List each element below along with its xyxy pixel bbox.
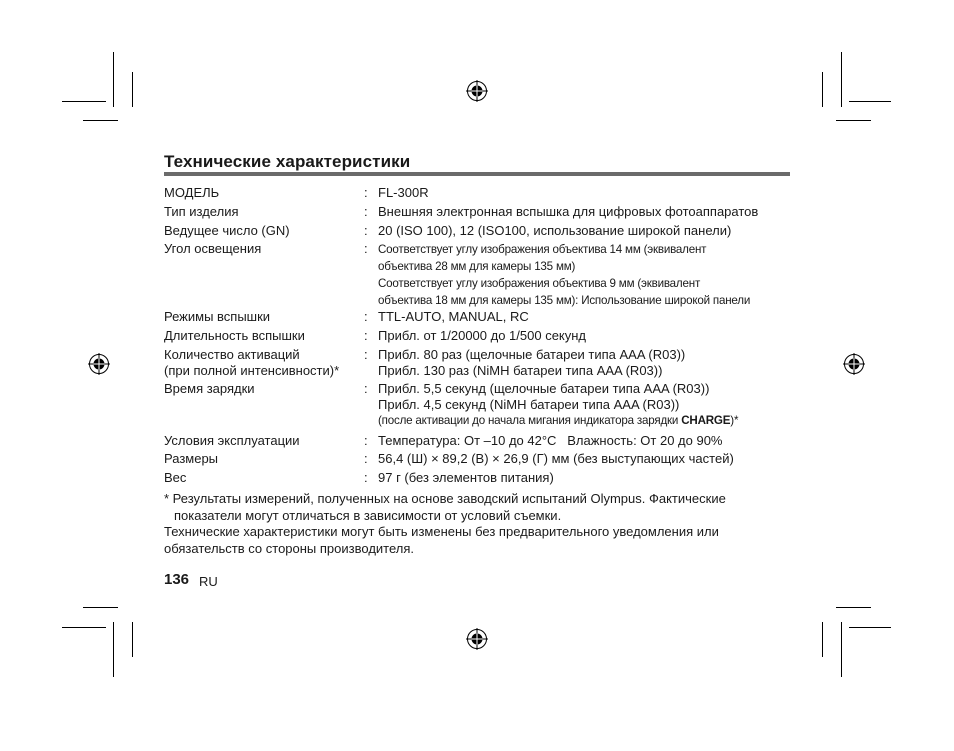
crop-mark [841, 622, 842, 677]
spec-row-guide-number [164, 223, 794, 241]
registration-mark-icon [88, 353, 110, 375]
spec-value: Прибл. 5,5 секунд (щелочные батареи типа AAA (R03)) [378, 381, 710, 396]
spec-value: Температура: От –10 до 42°C Влажность: От 20 до 90% [378, 433, 723, 448]
spec-value: Соответствует углу изображения объектива 9 мм (эквивалент [378, 277, 701, 290]
spec-label: Ведущее число (GN) [164, 223, 290, 238]
spec-label: Условия эксплуатации [164, 433, 300, 448]
spec-value: Соответствует углу изображения объектива 14 мм (эквивалент [378, 243, 707, 256]
spec-value: 20 (ISO 100), 12 (ISO100, использование широкой панели) [378, 223, 732, 238]
colon: : [364, 451, 368, 466]
colon: : [364, 223, 368, 238]
charge-note [378, 413, 738, 429]
spec-row-type [164, 204, 794, 223]
spec-table [164, 185, 794, 489]
crop-mark [849, 627, 891, 628]
crop-mark [822, 622, 823, 657]
spec-label: Количество активаций [164, 347, 300, 362]
crop-mark [841, 52, 842, 107]
spec-row-dimensions [164, 451, 794, 470]
spec-row-activations [164, 347, 794, 381]
disclaimer-line: обязательств со стороны производителя. [164, 540, 415, 556]
crop-mark [113, 622, 114, 677]
colon: : [364, 347, 368, 362]
crop-mark [83, 120, 118, 121]
crop-mark [132, 72, 133, 107]
spec-value: объектива 18 мм для камеры 135 мм): Использование широкой панели [378, 294, 751, 307]
registration-mark-icon [843, 353, 865, 375]
footnote-line: * Результаты измерений, полученных на основе заводский испытаний Olympus. Фактические [164, 491, 726, 506]
registration-mark-icon [466, 80, 488, 102]
colon: : [364, 309, 368, 324]
spec-value: 97 г (без элементов питания) [378, 470, 554, 485]
spec-label: МОДЕЛЬ [164, 185, 220, 200]
spec-label: Длительность вспышки [164, 328, 305, 343]
colon: : [364, 470, 368, 485]
spec-row-flash-modes [164, 309, 794, 328]
registration-mark-icon [466, 628, 488, 650]
spec-value: TTL-AUTO, MANUAL, RC [378, 309, 529, 324]
charge-note-after: )* [730, 414, 739, 427]
colon: : [364, 328, 368, 343]
language-code: RU [199, 574, 218, 589]
page-title: Технические характеристики [164, 152, 411, 171]
spec-value: объектива 28 мм для камеры 135 мм) [378, 260, 576, 273]
spec-label: Угол освещения [164, 241, 262, 256]
colon: : [364, 241, 368, 256]
disclaimer-line: Технические характеристики могут быть изменены без предварительного уведомления или [164, 524, 719, 539]
spec-value: Прибл. от 1/20000 до 1/500 секунд [378, 328, 587, 343]
spec-label: Режимы вспышки [164, 309, 271, 324]
crop-mark [62, 627, 106, 628]
spec-row-duration [164, 328, 794, 347]
colon: : [364, 204, 368, 219]
spec-value: Прибл. 4,5 секунд (NiMH батареи типа AAA (R03)) [378, 397, 680, 412]
crop-mark [132, 622, 133, 657]
page-number: 136 [164, 571, 190, 588]
spec-value: Прибл. 80 раз (щелочные батареи типа AAA (R03)) [378, 347, 686, 362]
colon: : [364, 381, 368, 396]
spec-row-angle [164, 241, 794, 309]
crop-mark [836, 120, 871, 121]
crop-mark [836, 607, 871, 608]
spec-label: Время зарядки [164, 381, 255, 396]
spec-label: Тип изделия [164, 204, 239, 219]
crop-mark [849, 101, 891, 102]
spec-value: Внешняя электронная вспышка для цифровых фотоаппаратов [378, 204, 759, 219]
notes [164, 491, 804, 557]
crop-mark [83, 607, 118, 608]
crop-mark [113, 52, 114, 107]
spec-label: Размеры [164, 451, 219, 466]
spec-value: 56,4 (Ш) × 89,2 (В) × 26,9 (Г) мм (без выступающих частей) [378, 451, 734, 466]
spec-value: FL-300R [378, 185, 429, 200]
colon: : [364, 433, 368, 448]
title-underline [164, 172, 790, 176]
spec-row-weight [164, 470, 794, 489]
spec-label: (при полной интенсивности)* [164, 363, 340, 378]
spec-row-model [164, 185, 794, 204]
spec-value: Прибл. 130 раз (NiMH батареи типа AAA (R03)) [378, 363, 663, 378]
spec-label: Вес [164, 470, 187, 485]
footnote-line: показатели могут отличаться в зависимости от условий съемки. [174, 507, 562, 523]
crop-mark [62, 101, 106, 102]
colon: : [364, 185, 368, 200]
charge-note-before: (после активации до начала мигания индикатора зарядки [378, 414, 682, 427]
charge-keyword: CHARGE [681, 414, 731, 427]
spec-row-charge-time [164, 381, 794, 433]
crop-mark [822, 72, 823, 107]
spec-row-conditions [164, 433, 794, 451]
